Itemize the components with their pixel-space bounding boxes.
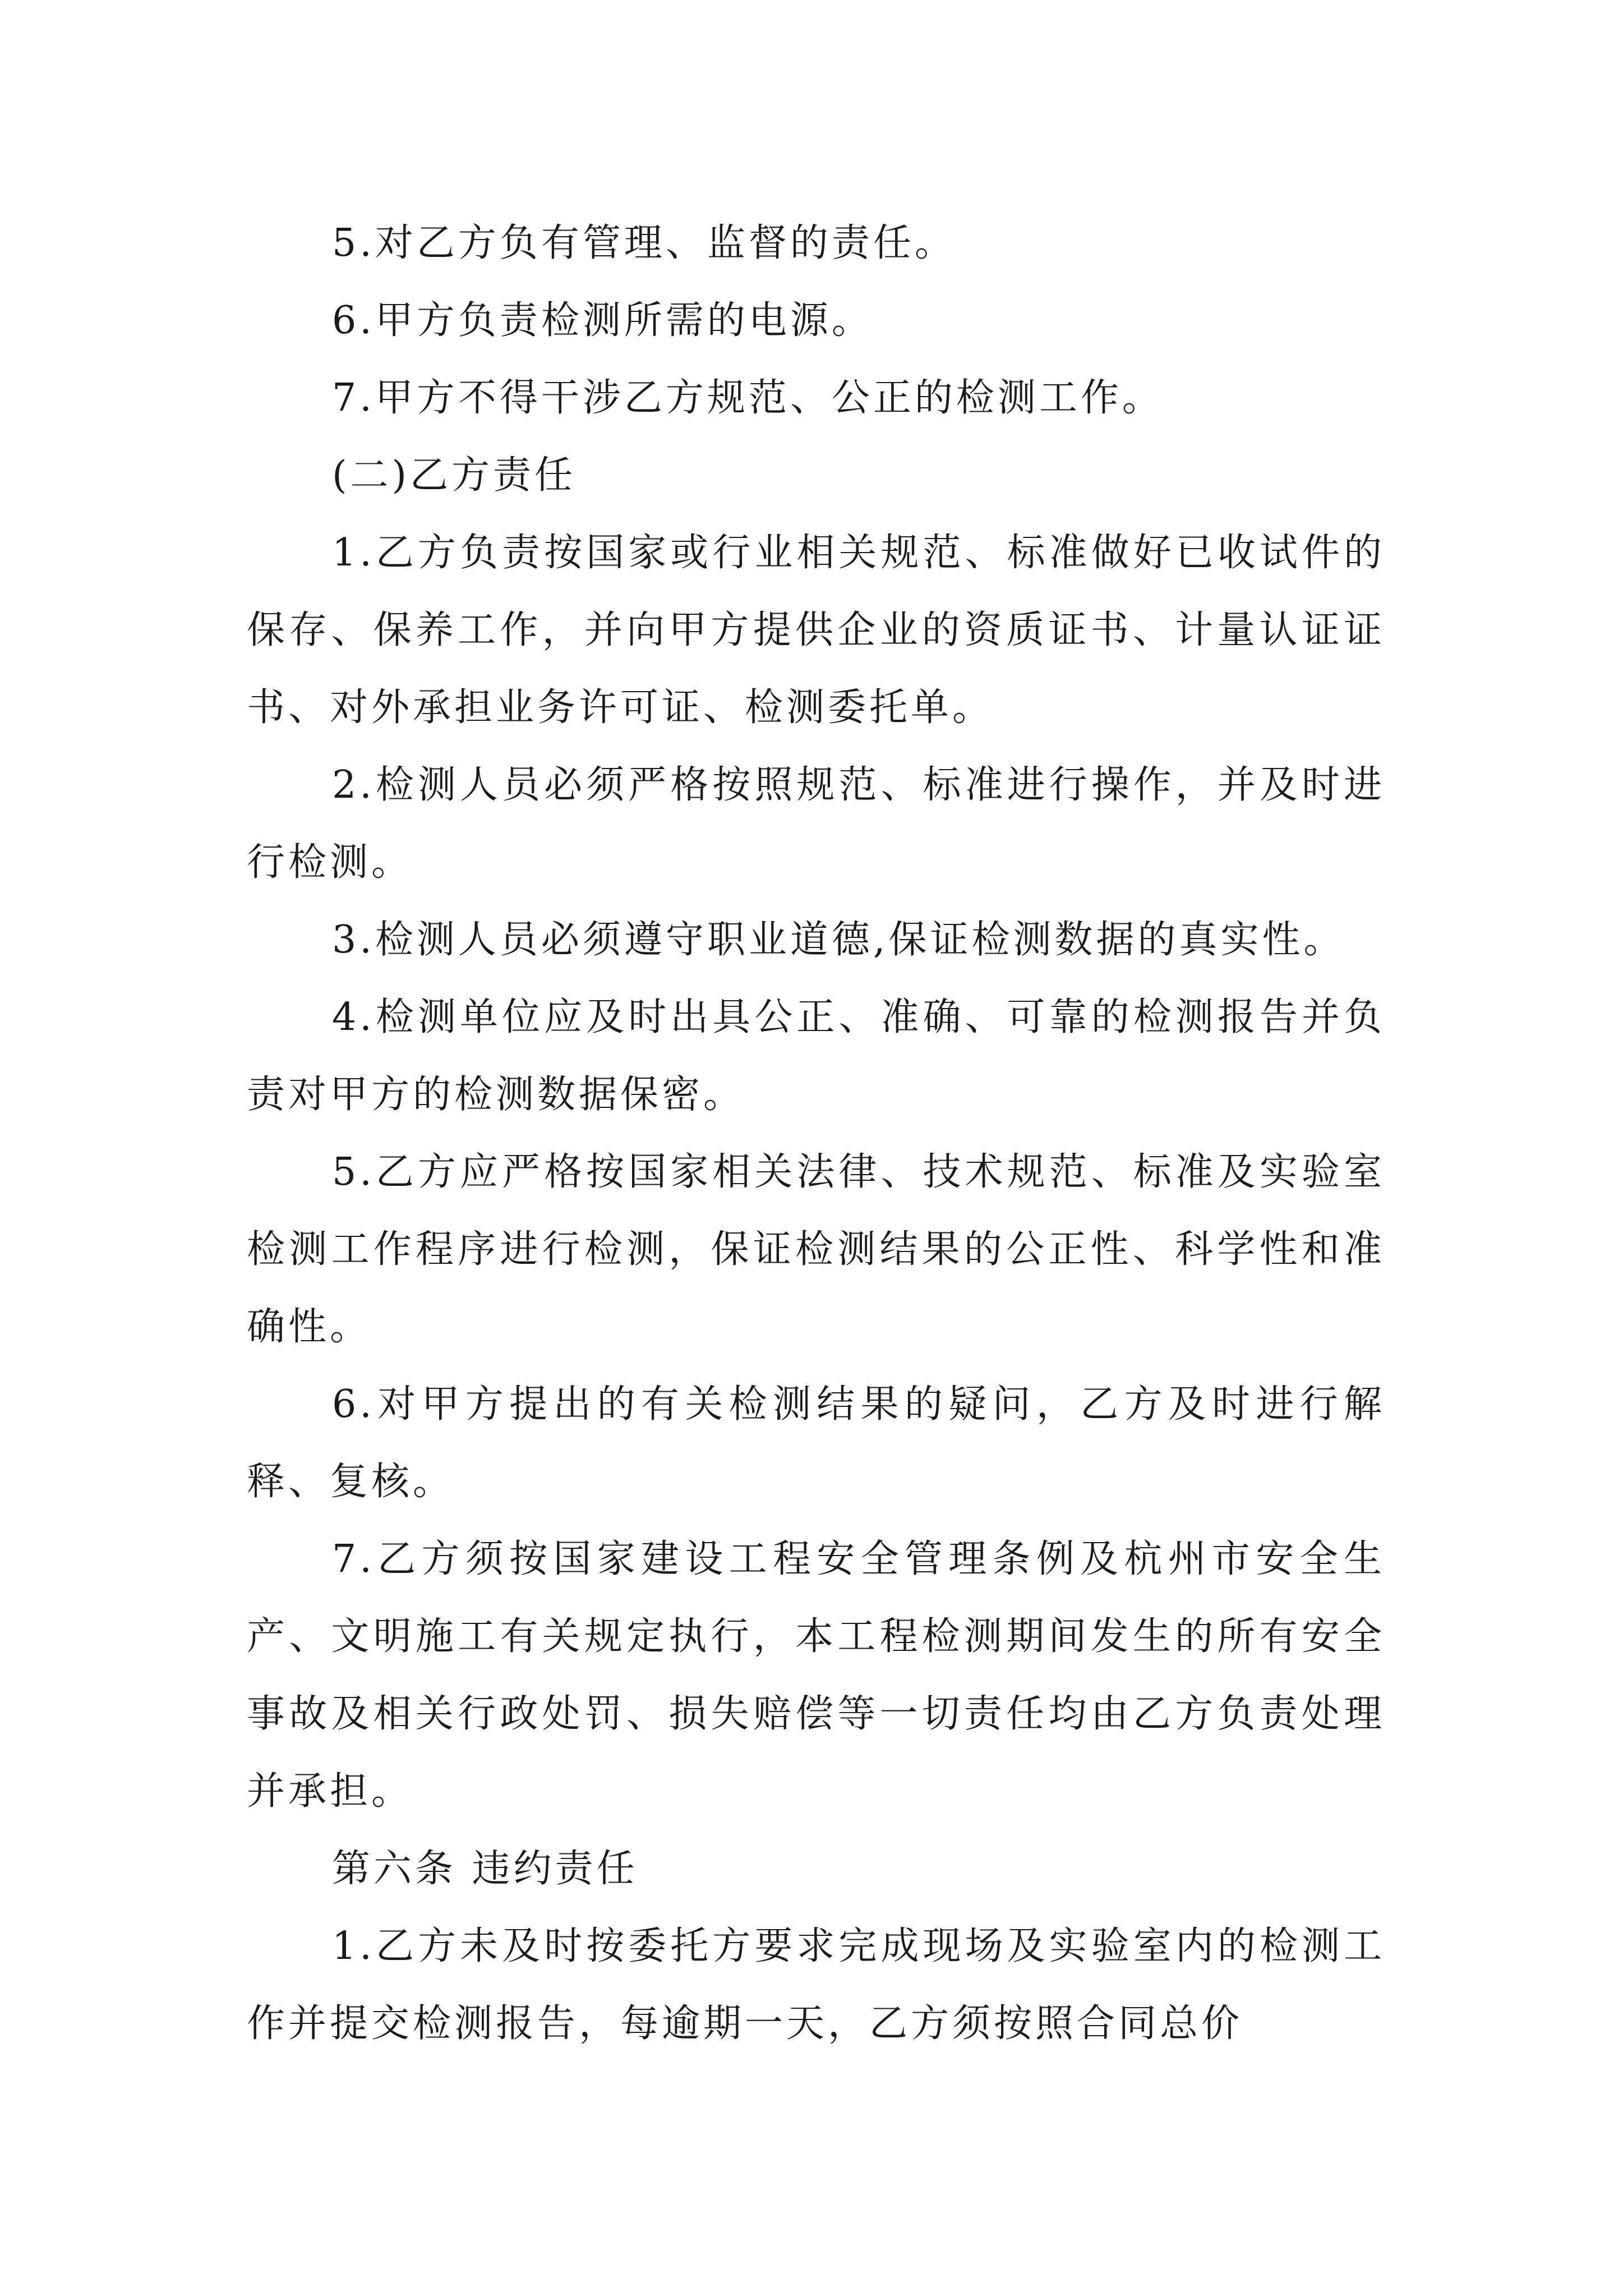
paragraph-item-5: 5.对乙方负有管理、监督的责任。 <box>332 221 956 265</box>
paragraph-b-item-7: 7.乙方须按国家建设工程安全管理条例及杭州市安全生产、文明施工有关规定执行，本工程检测期间发生的所有安全事故及相关行政处罚、损失赔偿等一切责任均由乙方负责处理并承担。 <box>247 1537 1385 1814</box>
paragraph-b-item-2: 2.检测人员必须严格按照规范、标准进行操作，并及时进行检测。 <box>247 763 1385 885</box>
paragraph-b-item-1: 1.乙方负责按国家或行业相关规范、标准做好已收试件的保存、保养工作，并向甲方提供企业的资质证书、计量认证证书、对外承担业务许可证、检测委托单。 <box>247 531 1385 730</box>
paragraph-b-item-3: 3.检测人员必须遵守职业道德,保证检测数据的真实性。 <box>332 918 1345 962</box>
paragraph-b-item-5: 5.乙方应严格按国家相关法律、技术规范、标准及实验室检测工作程序进行检测，保证检测结果的公正性、科学性和准确性。 <box>247 1150 1385 1349</box>
paragraph-b-item-6: 6.对甲方提出的有关检测结果的疑问，乙方及时进行解释、复核。 <box>247 1382 1385 1504</box>
paragraph-b-item-4: 4.检测单位应及时出具公正、准确、可靠的检测报告并负责对甲方的检测数据保密。 <box>247 995 1385 1117</box>
section-heading-party-b-responsibility: (二)乙方责任 <box>332 453 577 498</box>
breach-item-1: 1.乙方未及时按委托方要求完成现场及实验室内的检测工作并提交检测报告，每逾期一天，乙方须按照合同总价 <box>247 1924 1385 2046</box>
document-body <box>247 205 1385 2063</box>
paragraph-item-6: 6.甲方负责检测所需的电源。 <box>332 298 873 343</box>
article-six-heading: 第六条 违约责任 <box>332 1847 638 1891</box>
paragraph-item-7: 7.甲方不得干涉乙方规范、公正的检测工作。 <box>332 376 1164 420</box>
